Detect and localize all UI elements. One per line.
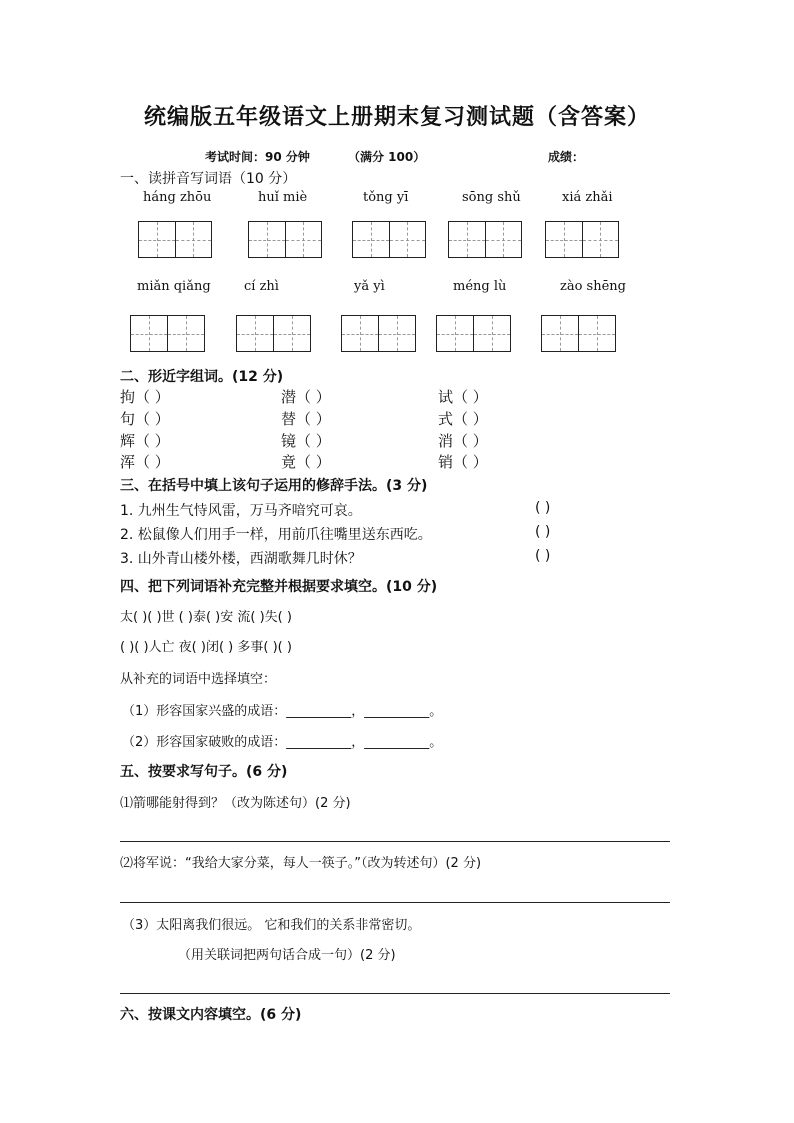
char-item: 浑（ ）: [120, 453, 170, 471]
section-4-heading: 四、把下列词语补充完整并根据要求填空。(10 分): [120, 579, 438, 595]
char-item: 镜（ ）: [281, 432, 331, 450]
pinyin: huǐ miè: [258, 190, 308, 205]
char-item: 式（ ）: [438, 410, 488, 428]
question: （3）太阳离我们很远。 它和我们的关系非常密切。: [122, 918, 421, 933]
answer-line[interactable]: [120, 841, 670, 842]
question[interactable]: （2）形容国家破败的成语：__________，__________。: [122, 735, 443, 750]
question: ⑵将军说：“我给大家分菜，每人一筷子。”（改为转述句）(2 分): [120, 856, 482, 871]
char-item: 句（ ）: [120, 410, 170, 428]
section-1-heading: 一、读拼音写词语（10 分）: [120, 171, 297, 187]
writing-grid[interactable]: [448, 221, 522, 258]
writing-grid[interactable]: [545, 221, 619, 258]
pinyin: tǒng yī: [363, 190, 409, 205]
rhetoric-sentence: 1. 九州生气恃风雷，万马齐喑究可哀。: [120, 503, 362, 519]
char-item: 消（ ）: [438, 432, 488, 450]
pinyin: háng zhōu: [143, 190, 212, 205]
char-item: 试（ ）: [438, 388, 488, 406]
question[interactable]: （1）形容国家兴盛的成语：__________，__________。: [122, 704, 443, 719]
idiom-line[interactable]: 太( )( )世 ( )泰( )安 流( )失( ): [120, 610, 292, 625]
pinyin: méng lù: [453, 279, 507, 294]
writing-grid[interactable]: [130, 315, 205, 352]
question-instruction: （用关联词把两句话合成一句）(2 分): [178, 948, 396, 963]
answer-line[interactable]: [120, 902, 670, 903]
writing-grid[interactable]: [236, 315, 311, 352]
answer-line[interactable]: [120, 993, 670, 994]
pinyin: zào shēng: [560, 279, 626, 294]
writing-grid[interactable]: [248, 221, 322, 258]
pinyin: yǎ yì: [354, 279, 385, 294]
instruction: 从补充的词语中选择填空：: [120, 672, 277, 687]
char-item: 替（ ）: [281, 410, 331, 428]
writing-grid[interactable]: [352, 221, 426, 258]
full-score: （满分 100）: [348, 150, 426, 164]
section-6-heading: 六、按课文内容填空。(6 分): [120, 1007, 302, 1023]
answer-blank[interactable]: ( ): [535, 548, 551, 564]
writing-grid[interactable]: [436, 315, 511, 352]
idiom-line[interactable]: ( )( )人亡 夜( )闭( ) 多事( )( ): [120, 640, 292, 655]
writing-grid[interactable]: [541, 315, 616, 352]
writing-grid[interactable]: [341, 315, 416, 352]
pinyin: cí zhì: [244, 279, 279, 294]
writing-grid[interactable]: [138, 221, 212, 258]
section-2-heading: 二、形近字组词。(12 分): [120, 369, 284, 385]
char-item: 销（ ）: [438, 453, 488, 471]
rhetoric-sentence: 2. 松鼠像人们用手一样，用前爪往嘴里送东西吃。: [120, 527, 432, 543]
rhetoric-sentence: 3. 山外青山楼外楼，西湖歌舞几时休？: [120, 551, 362, 567]
answer-blank[interactable]: ( ): [535, 500, 551, 516]
char-item: 辉（ ）: [120, 432, 170, 450]
question: ⑴箭哪能射得到？（改为陈述句）(2 分): [120, 796, 351, 811]
char-item: 拘（ ）: [120, 388, 170, 406]
section-3-heading: 三、在括号中填上该句子运用的修辞手法。(3 分): [120, 478, 428, 494]
page-title: 统编版五年级语文上册期末复习测试题（含答案）: [143, 104, 650, 130]
score-label: 成绩：: [548, 150, 585, 164]
answer-blank[interactable]: ( ): [535, 524, 551, 540]
char-item: 潜（ ）: [281, 388, 331, 406]
pinyin: miǎn qiǎng: [137, 279, 211, 294]
pinyin: xiá zhǎi: [562, 190, 613, 205]
pinyin: sōng shǔ: [462, 190, 521, 205]
section-5-heading: 五、按要求写句子。(6 分): [120, 764, 288, 780]
char-item: 竟（ ）: [281, 453, 331, 471]
exam-time: 考试时间：90 分钟: [205, 150, 310, 164]
